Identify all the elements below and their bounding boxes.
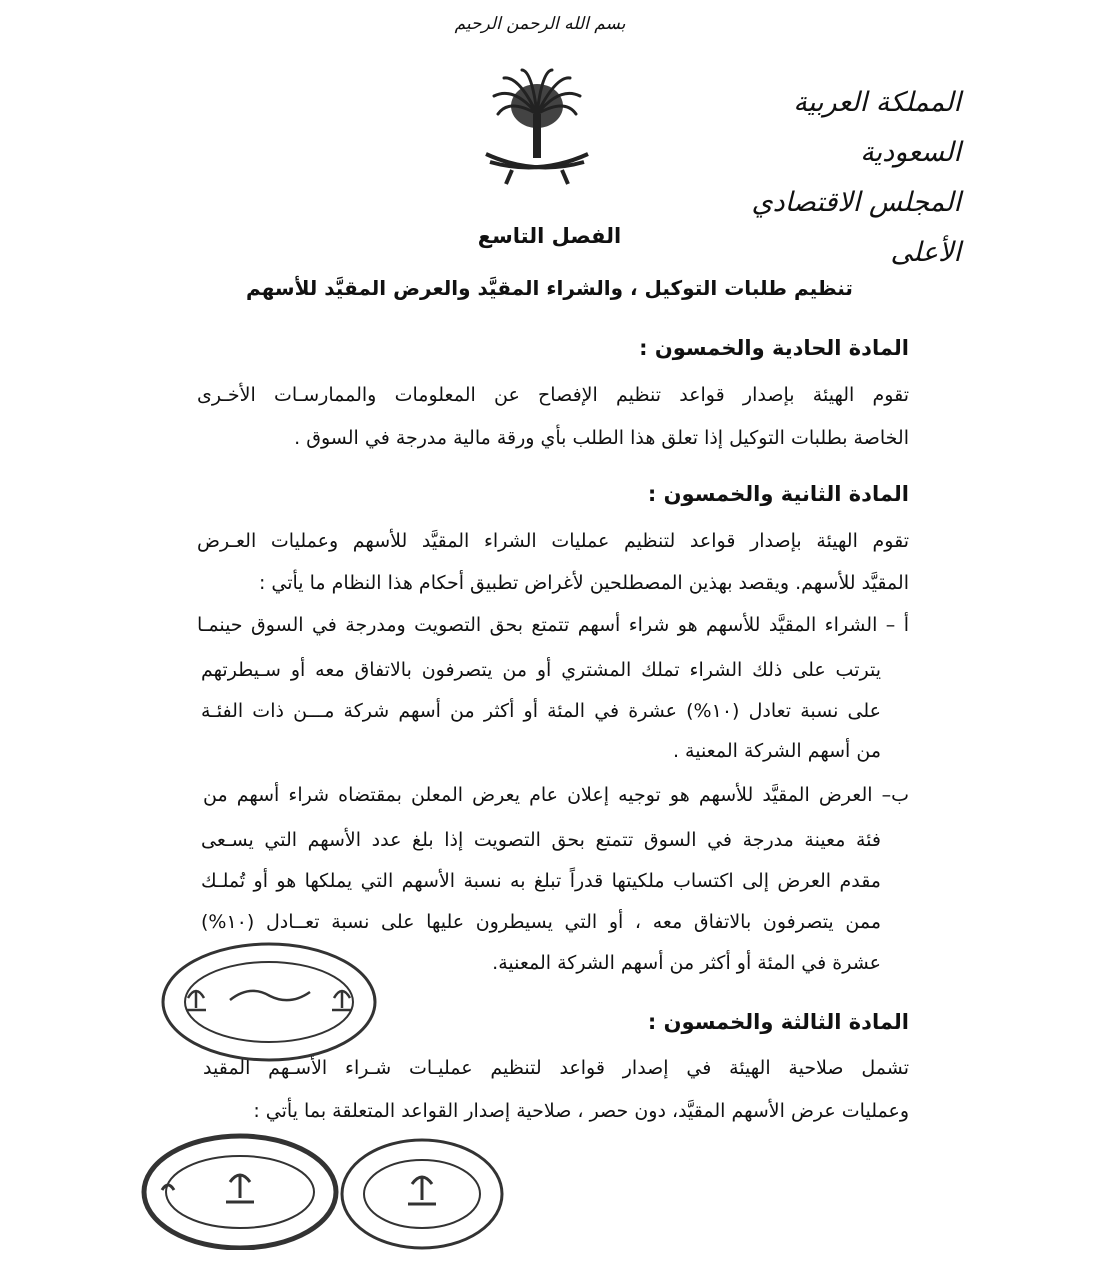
- council-name: المجلس الاقتصادي الأعلى: [751, 187, 961, 268]
- chapter-title: الفصل التاسع: [477, 224, 622, 248]
- article-52-line: ممن يتصرفون بالاتفاق معه ، أو التي يسيطرون عليها على نسبة تعــادل (١٠%): [201, 911, 881, 933]
- article-52-line: من أسهم الشركة المعنية .: [672, 740, 881, 762]
- basmala: بسم الله الرحمن الرحيم: [454, 14, 626, 34]
- palm-and-swords-emblem-icon: [474, 66, 600, 192]
- article-52-line: تقوم الهيئة بإصدار قواعد لتنظيم عمليات الشراء المقيَّد للأسهم وعمليات العـرض: [197, 530, 909, 552]
- article-52-line: ب– العرض المقيَّد للأسهم هو توجيه إعلان عام يعرض المعلن بمقتضاه شراء أسهم من: [203, 784, 909, 806]
- saudi-arabia-stamp: [140, 1130, 340, 1250]
- article-51-line: تقوم الهيئة بإصدار قواعد تنظيم الإفصاح عن المعلومات والممارسـات الأخـرى: [197, 384, 909, 406]
- article-52-title: المادة الثانية والخمسون :: [647, 482, 909, 506]
- article-52-line: مقدم العرض إلى اكتساب ملكيتها قدراً تبلغ به نسبة الأسهم التي يملكها هو أو تُملـك: [201, 870, 881, 892]
- article-52-line: عشرة في المئة أو أكثر من أسهم الشركة المعنية.: [492, 952, 881, 974]
- article-52-line: فئة معينة مدرجة في السوق تتمتع بحق التصويت إذا بلغ عدد الأسهم التي يسـعى: [201, 829, 881, 851]
- article-52-line: أ – الشراء المقيَّد للأسهم هو شراء أسهم تتمتع بحق التصويت ومدرجة في السوق حينمـا: [197, 614, 909, 636]
- general-secretariat-stamp: [338, 1134, 506, 1252]
- article-53-title: المادة الثالثة والخمسون :: [647, 1010, 909, 1034]
- article-51-line: الخاصة بطلبات التوكيل إذا تعلق هذا الطلب بأي ورقة مالية مدرجة في السوق .: [294, 427, 909, 449]
- article-52-line: على نسبة تعادل (١٠%) عشرة في المئة أو أكثر من أسهم شركة مـــن ذات الفئـة: [201, 700, 881, 722]
- letterhead: [701, 78, 961, 278]
- article-52-line: المقيَّد للأسهم. ويقصد بهذين المصطلحين لأغراض تطبيق أحكام هذا النظام ما يأتي :: [258, 572, 909, 594]
- article-53-line: وعمليات عرض الأسهم المقيَّد، دون حصر ، صلاحية إصدار القواعد المتعلقة بما يأتي :: [253, 1100, 909, 1122]
- article-52-line: يترتب على ذلك الشراء تملك المشتري أو من يتصرفون بالاتفاق معه أو سـيطرتهم: [201, 659, 881, 681]
- country-name: المملكة العربية السعودية: [793, 87, 961, 168]
- article-51-title: المادة الحادية والخمسون :: [639, 336, 909, 360]
- article-53-line: تشمل صلاحية الهيئة في إصدار قواعد لتنظيم عمليـات شـراء الأسـهم المقيد: [203, 1057, 909, 1079]
- chapter-subtitle: تنظيم طلبات التوكيل ، والشراء المقيَّد والعرض المقيَّد للأسهم: [246, 276, 853, 300]
- council-of-ministers-stamp: [158, 938, 380, 1066]
